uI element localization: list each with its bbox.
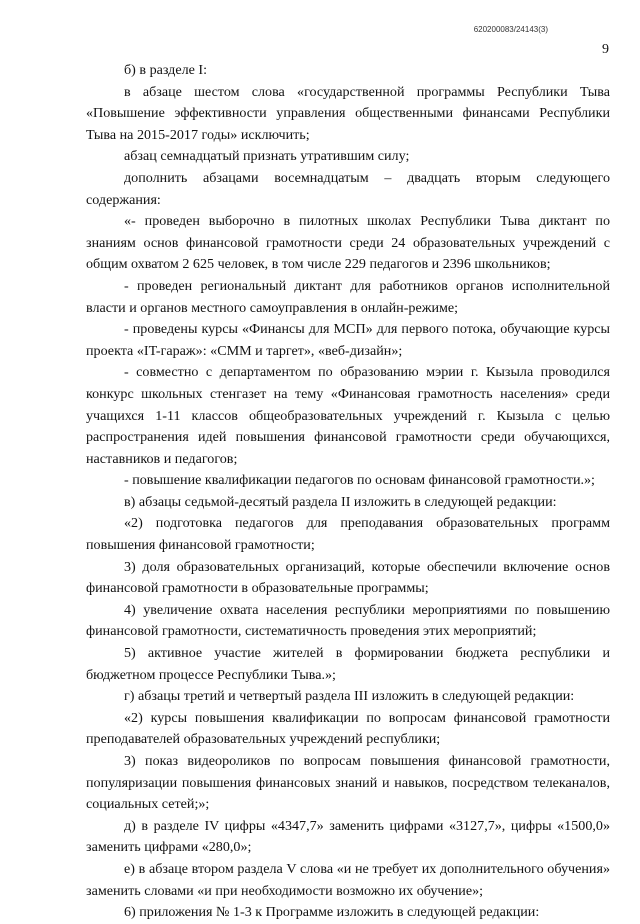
paragraph: г) абзацы третий и четвертый раздела III изложить в следующей редакции: [124,688,575,705]
paragraph: «- проведен выборочно в пилотных школах Республики Тыва диктант по знаниям основ финансовой грамотности среди 24 образовательных учреждений с общим охватом 2 625 человек, в том числе 229 педагогов и 2396 школьников; [86,213,610,273]
paragraph: в) абзацы седьмой-десятый раздела II изложить в следующей редакции: [124,493,557,510]
page-number: 9 [602,42,609,57]
paragraph: - проведены курсы «Финансы для МСП» для первого потока, обучающие курсы проекта «IT-гараж»: «СММ и таргет», «веб-дизайн»; [86,321,610,359]
paragraph: - повышение квалификации педагогов по основам финансовой грамотности.»; [124,472,595,489]
paragraph: 5) активное участие жителей в формировании бюджета республики и бюджетном процессе Республики Тыва.»; [86,645,610,683]
paragraph: е) в абзаце втором раздела V слова «и не требует их дополнительного обучения» заменить словами «и при необходимости возможно их обучение»; [86,860,610,899]
paragraph: в абзаце шестом слова «государственной программы Республики Тыва «Повышение эффективности управления общественными финансами Республики Тыва на 2015-2017 годы» исключить; [86,83,610,143]
paragraph: 3) показ видеороликов по вопросам повышения финансовой грамотности, популяризации повышения финансовых знаний и навыков, посредством телеканалов, социальных сетей;»; [86,753,610,813]
paragraph: б) в разделе I: [124,62,208,78]
paragraph: 6) приложения № 1-3 к Программе изложить в следующей редакции: [124,904,540,921]
paragraph: дополнить абзацами восемнадцатым – двадцать вторым следующего содержания: [86,169,610,208]
paragraph: - проведен региональный диктант для работников органов исполнительной власти и органов местного самоуправления в онлайн-режиме; [86,277,610,316]
paragraph: - совместно с департаментом по образованию мэрии г. Кызыла проводился конкурс школьных стенгазет на тему «Финансовая грамотность населения» среди учащихся 1-11 классов общеобразовательных учреждений г. Кызыла с целью распространения идей повышения финансовой грамотности среди обучающихся, наставников и педагогов; [86,364,610,467]
paragraph: д) в разделе IV цифры «4347,7» заменить цифрами «3127,7», цифры «1500,0» заменить цифрами «280,0»; [86,817,610,856]
document-body [86,60,610,924]
paragraph: «2) подготовка педагогов для преподавания образовательных программ повышения финансовой грамотности; [86,515,610,554]
document-number: 620200083/24143(3) [473,25,548,34]
paragraph: 4) увеличение охвата населения республики мероприятиями по повышению финансовой грамотности, систематичность проведения этих мероприятий; [86,601,610,640]
paragraph: 3) доля образовательных организаций, которые обеспечили включение основ финансовой грамотности в образовательные программы; [86,558,610,597]
paragraph: «2) курсы повышения квалификации по вопросам финансовой грамотности преподавателей образовательных учреждений республики; [86,709,610,748]
paragraph: абзац семнадцатый признать утратившим силу; [124,148,410,165]
